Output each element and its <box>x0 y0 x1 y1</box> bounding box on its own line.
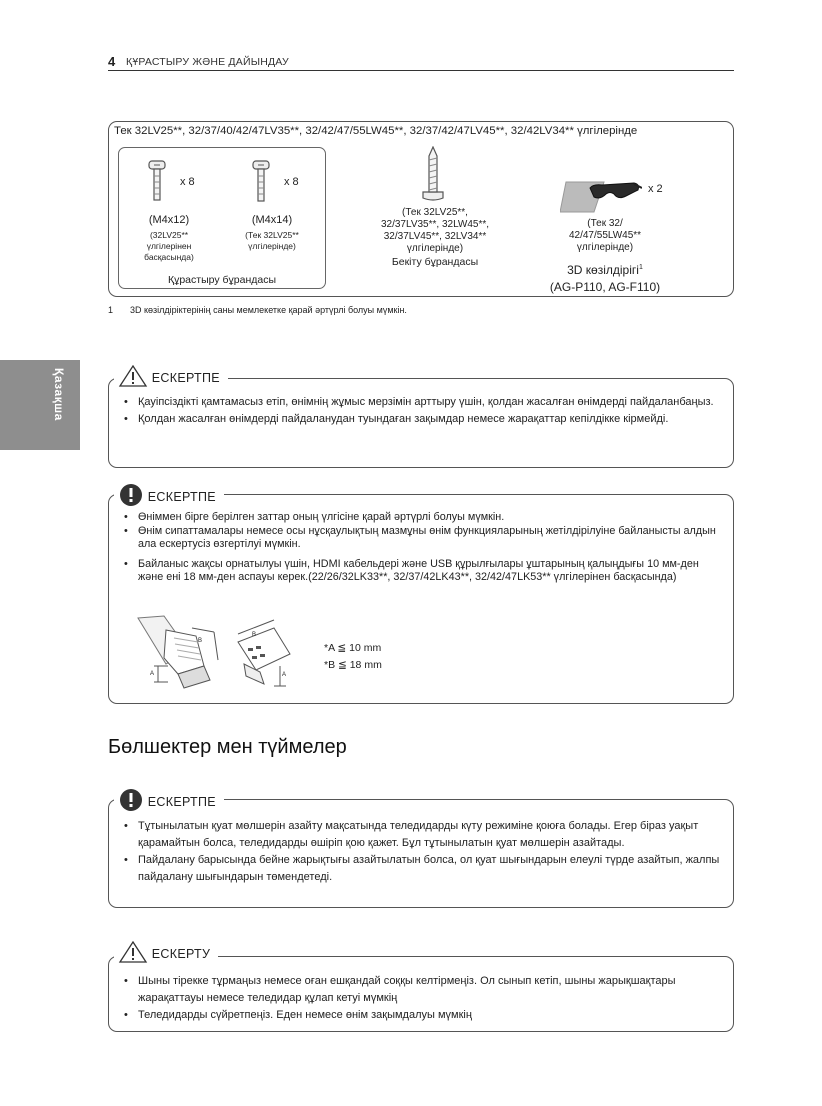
language-tab-label: Қазақша <box>52 368 66 421</box>
dimension-a-label-2: A <box>282 672 287 678</box>
note-label-1 <box>114 483 224 507</box>
fixing-screw-note-line1: (Тек 32LV25**, <box>402 207 468 218</box>
caution1-item: • Қауіпсіздікті қамтамасыз етіп, өнімнің жұмыс мерзімін арттыру үшін, қолдан жасалған өнімдерді пайдаланбаңыз. <box>124 394 724 411</box>
section-title: Бөлшектер мен түймелер <box>108 736 347 758</box>
screw-m4x12-note-line1: (32LV25** <box>149 230 189 240</box>
3d-glasses-note-line2: 42/47/55LW45** <box>568 230 642 241</box>
note2-item: • Тұтынылатын қуат мөлшерін азайту мақсатында теледидарды күту режиміне қоюға болады. Егер біраз уақыт қарамайтын болса, теледидарды өшіріп қою қажет. Бұл тұтынылатын қуат мөлшерін азайтады. <box>124 818 724 852</box>
note-label-text-1: ЕСКЕРТПЕ <box>147 490 216 504</box>
screw-m4x14-note-line2: үлгілерінде) <box>248 241 296 251</box>
language-side-tab <box>0 360 80 450</box>
dimension-b-label-2: B <box>252 632 257 638</box>
warning-triangle-icon <box>118 941 148 963</box>
dimension-b-label-1: B <box>198 638 203 644</box>
screw-m4x12-note-line3: басқасында) <box>144 252 194 262</box>
fixing-screw-icon <box>420 146 446 202</box>
info-exclamation-icon <box>118 788 144 812</box>
fixing-screw-note-line4: үлгілерінде) <box>406 243 464 254</box>
page-number: 4 <box>108 54 116 69</box>
note-list-1 <box>124 511 724 585</box>
caution2-item: • Шыны тірекке тұрмаңыз немесе оған ешқандай соққы келтірмеңіз. Ол сынып кетіп, шыны жарықшақтары жарақаттауы немесе теледидар құлап кетуі мүмкің <box>124 973 724 1007</box>
footnote <box>108 305 407 315</box>
fixing-screw-note-line3: 32/37LV45**, 32LV34** <box>383 231 487 242</box>
3d-glasses-label: 3D көзілдірігі <box>567 263 639 277</box>
3d-glasses-qty: x 2 <box>648 183 663 195</box>
note1-item: • Өнім сипаттамалары немесе осы нұсқаулықтың мазмұны өнім функцияларының жетілдірілуіне байланысты алдын ала ескертусіз өзгертілуі мүмкін. <box>124 525 724 552</box>
warning-triangle-icon <box>118 365 148 387</box>
3d-glasses-note-line3: үлгілерінде) <box>576 242 634 253</box>
info-exclamation-icon <box>118 483 144 507</box>
connector-illustration <box>134 614 304 690</box>
assembly-screw-label: Құрастыру бұрандасы <box>167 274 277 286</box>
caution-label-text-2: ЕСКЕРТУ <box>151 947 211 961</box>
note1-item: • Өніммен бірге берілген заттар оның үлгісіне қарай әртүрлі болуы мүмкін. <box>124 511 724 525</box>
3d-glasses-footnote-ref: 1 <box>638 264 643 271</box>
caution-label-1 <box>114 365 228 387</box>
caution-label-2 <box>114 941 218 963</box>
note1-item: • Байланыс жақсы орнатылуы үшін, HDMI кабельдері және USB құрылғылары ұштарының қалыңдығы 10 мм-ден және ені 18 мм-ден аспауы керек.(22/26/32LK33**, 32/37/42LK43**, 32/42/47LK53** үлгілерінен басқасында) <box>124 558 724 585</box>
3d-glasses-note-line1: (Тек 32/ <box>587 218 623 229</box>
note-list-2 <box>124 818 724 886</box>
fixing-screw-note-line2: 32/37LV35**, 32LW45**, <box>380 219 490 230</box>
accessories-title: Тек 32LV25**, 32/37/40/42/47LV35**, 32/42/47/55LW45**, 32/37/42/47LV45**, 32/42LV34** үлгілерінде <box>114 125 638 137</box>
caution2-item: • Теледидарды сүйретпеңіз. Еден немесе өнім зақымдалуы мүмкің <box>124 1007 724 1024</box>
caution-list-2 <box>124 973 724 1024</box>
screw-m4x14-qty: x 8 <box>284 176 299 188</box>
caution-label-text-1: ЕСКЕРТПЕ <box>151 371 220 385</box>
screw-m4x14-size: (M4x14) <box>251 214 293 226</box>
spec-a: *A ≦ 10 mm <box>324 642 382 654</box>
3d-glasses-icon <box>560 178 642 214</box>
screw-m4x12-note-line2: үлгілерінен <box>146 241 192 251</box>
note2-item: • Пайдалану барысында бейне жарықтығы азайтылатын болса, ол қуат шығындарын елеулі түрде азайтып, жалпы пайдалану шығындарын төмендетеді. <box>124 852 724 886</box>
footnote-text: 3D көзілдіріктерінің саны мемлекетке қарай әртүрлі болуы мүмкін. <box>130 305 407 315</box>
caution1-item: • Қолдан жасалған өнімдерді пайдаланудан туындаған зақымдар немесе жарақаттар кепілдікке кірмейді. <box>124 411 724 428</box>
dimension-a-label-1: A <box>150 671 155 677</box>
screw-m4x14-icon <box>250 160 274 202</box>
screw-m4x12-size: (M4x12) <box>148 214 190 226</box>
chapter-title: ҚҰРАСТЫРУ ЖӘНЕ ДАЙЫНДАУ <box>126 56 289 68</box>
fixing-screw-label: Бекіту бұрандасы <box>391 256 479 268</box>
footnote-number: 1 <box>108 305 114 315</box>
screw-m4x12-icon <box>146 160 170 202</box>
screw-m4x14-note-line1: (Тек 32LV25** <box>245 230 299 240</box>
header-rule <box>108 70 734 71</box>
screw-m4x12-qty: x 8 <box>180 176 195 188</box>
note-label-text-2: ЕСКЕРТПЕ <box>147 795 216 809</box>
note-label-2 <box>114 788 224 812</box>
spec-b: *B ≦ 18 mm <box>324 659 382 671</box>
caution-list-1 <box>124 394 724 427</box>
3d-glasses-models: (AG-P110, AG-F110) <box>549 280 661 294</box>
